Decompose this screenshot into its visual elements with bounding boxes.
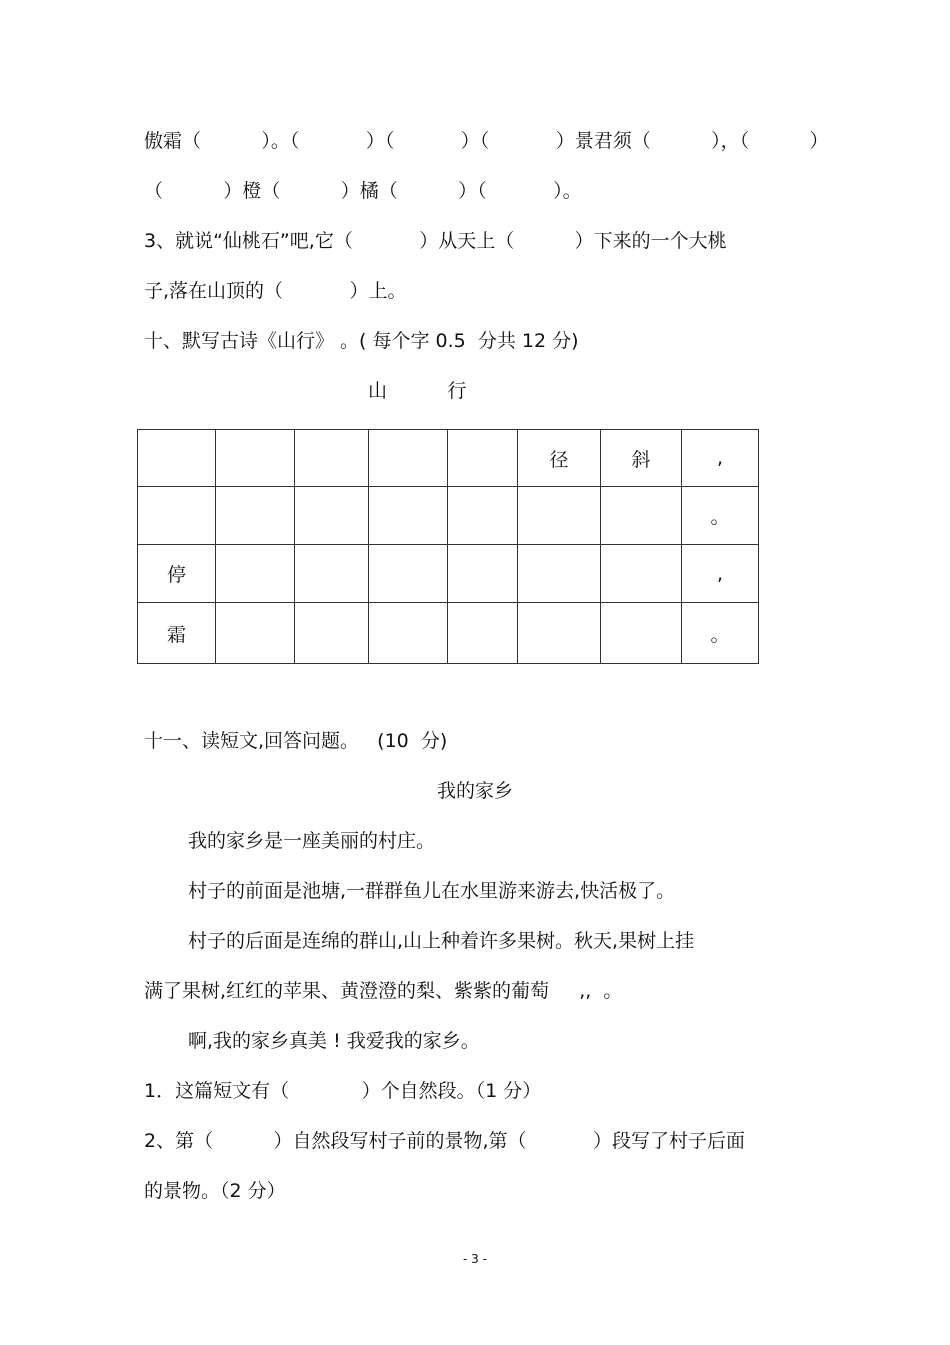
grid-cell[interactable]: 斜 (601, 430, 682, 487)
grid-cell[interactable] (518, 545, 601, 603)
grid-cell[interactable] (138, 430, 216, 487)
grid-cell-punctuation: 。 (682, 487, 759, 545)
grid-cell-punctuation: , (682, 430, 759, 487)
grid-cell[interactable] (216, 603, 295, 664)
grid-cell[interactable] (518, 603, 601, 664)
question-1: 1．这篇短文有（ ）个自然段。（1 分） (144, 1080, 542, 1102)
grid-cell[interactable] (216, 487, 295, 545)
grid-cell[interactable] (601, 603, 682, 664)
poem-writing-grid (137, 429, 759, 664)
article-paragraph-3-line-1: 村子的后面是连绵的群山,山上种着许多果树。秋天,果树上挂 (188, 930, 695, 952)
grid-cell[interactable] (369, 545, 448, 603)
grid-cell[interactable] (448, 487, 518, 545)
grid-cell[interactable] (295, 430, 369, 487)
question-2-line-2: 的景物。（2 分） (144, 1180, 286, 1202)
grid-cell[interactable]: 径 (518, 430, 601, 487)
question-3-line-2: 子,落在山顶的（ ）上。 (144, 280, 407, 302)
grid-cell[interactable] (448, 545, 518, 603)
grid-cell[interactable] (601, 487, 682, 545)
grid-cell[interactable] (295, 545, 369, 603)
page-number: - 3 - (463, 1252, 487, 1266)
question-2-line-1: 2、第（ ）自然段写村子前的景物,第（ ）段写了村子后面 (144, 1130, 745, 1152)
fill-blank-line-2: （ ）橙（ ）橘（ ）（ ）。 (144, 180, 582, 202)
grid-cell[interactable] (601, 545, 682, 603)
article-paragraph-3-line-2: 满了果树,红红的苹果、黄澄澄的梨、紫紫的葡萄 ,, 。 (144, 980, 623, 1002)
poem-title: 山 行 (368, 380, 467, 402)
grid-cell[interactable] (448, 603, 518, 664)
grid-cell-punctuation: , (682, 545, 759, 603)
article-paragraph-2: 村子的前面是池塘,一群群鱼儿在水里游来游去,快活极了。 (188, 880, 676, 902)
grid-cell[interactable] (295, 487, 369, 545)
question-3-line-1: 3、就说“仙桃石”吧,它（ ）从天上（ ）下来的一个大桃 (144, 230, 727, 252)
fill-blank-line-1: 傲霜（ ）。（ ）（ ）（ ）景君须（ ），（ ） (144, 130, 829, 152)
grid-cell-punctuation: 。 (682, 603, 759, 664)
article-title: 我的家乡 (436, 780, 513, 802)
article-paragraph-4: 啊,我的家乡真美 ! 我爱我的家乡。 (188, 1030, 480, 1052)
grid-cell[interactable] (369, 603, 448, 664)
grid-cell[interactable] (216, 545, 295, 603)
grid-cell[interactable]: 停 (138, 545, 216, 603)
grid-cell[interactable] (518, 487, 601, 545)
grid-cell[interactable] (369, 430, 448, 487)
section-10-heading: 十、默写古诗《山行》 。( 每个字 0.5 分共 12 分) (144, 330, 579, 352)
grid-cell[interactable] (216, 430, 295, 487)
article-paragraph-1: 我的家乡是一座美丽的村庄。 (188, 830, 436, 852)
grid-cell[interactable]: 霜 (138, 603, 216, 664)
grid-cell[interactable] (138, 487, 216, 545)
grid-cell[interactable] (448, 430, 518, 487)
grid-cell[interactable] (295, 603, 369, 664)
grid-cell[interactable] (369, 487, 448, 545)
section-11-heading: 十一、读短文,回答问题。 (10 分) (144, 730, 448, 752)
